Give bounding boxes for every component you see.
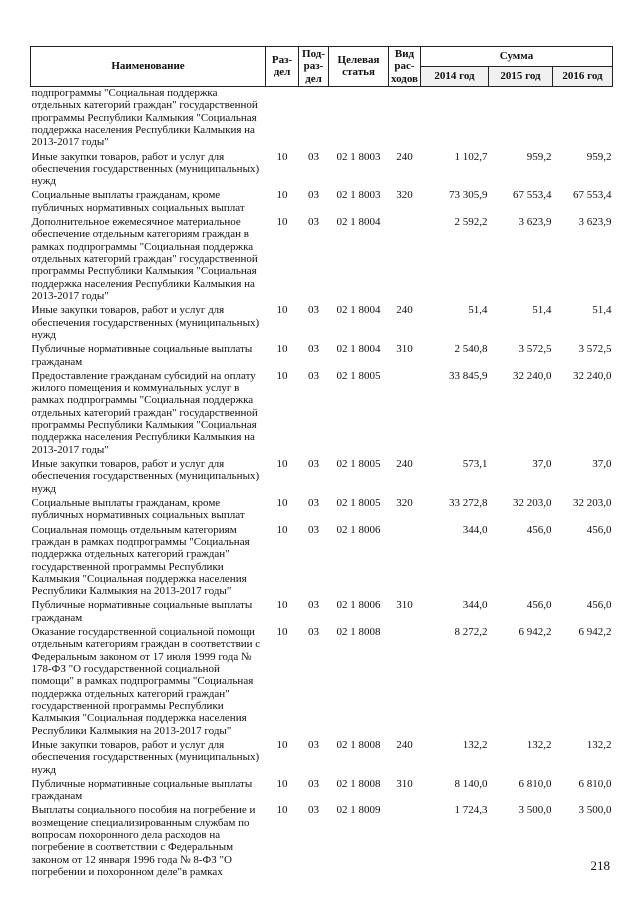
col-header-razdel: Раз- дел: [266, 47, 299, 87]
cell-podrazdel: [299, 86, 329, 150]
cell-2015: 456,0: [526, 523, 552, 536]
cell-vid: [389, 626, 421, 739]
cell-name: Публичные нормативные социальные выплаты гражданам: [31, 599, 253, 624]
cell-name: Оказание государственной социальной помощи отдельным категориям граждан в соответствии с Федеральным законом от 17 июля 1999 года № 178-ФЗ "О государственной социальной помощи" в рамках подпрограммы "Социальная поддержка отдельных категорий граждан" государственной программы Республики Калмыкия "Социальная поддержка населения Республики Калмыкия на 2013-2017 годы": [31, 626, 261, 737]
cell-razdel: 10: [276, 738, 288, 751]
cell-razdel: 10: [276, 458, 288, 470]
cell-2016: [553, 86, 613, 150]
cell-razdel: 10: [276, 523, 288, 536]
table-row: [31, 458, 613, 497]
cell-2015: 37,0: [532, 458, 552, 470]
cell-vid: [389, 86, 421, 150]
cell-2015: 3 623,9: [518, 216, 552, 229]
cell-2016: 3 623,9: [578, 216, 612, 229]
cell-podrazdel: 03: [308, 523, 319, 536]
table-row: [31, 497, 613, 524]
table-row: [31, 804, 613, 880]
cell-vid: [389, 216, 421, 304]
cell-vid: 240: [396, 150, 413, 163]
table-row: [31, 524, 613, 600]
table-row: [31, 370, 613, 458]
cell-target: 02 1 8006: [336, 523, 381, 536]
cell-vid: 240: [396, 738, 413, 751]
cell-podrazdel: 03: [308, 343, 319, 356]
cell-2015: [489, 86, 553, 150]
cell-2016: 37,0: [592, 458, 612, 470]
cell-podrazdel: 03: [308, 804, 319, 817]
table-row: [31, 189, 613, 216]
cell-target: 02 1 8003: [336, 150, 381, 163]
table-row: [31, 626, 613, 739]
cell-2015: 3 500,0: [518, 804, 552, 817]
cell-target: 02 1 8005: [336, 496, 381, 509]
cell-target: 02 1 8004: [336, 216, 381, 229]
cell-razdel: 10: [276, 599, 288, 612]
cell-razdel: 10: [276, 304, 288, 317]
cell-2014: 132,2: [462, 738, 488, 751]
cell-podrazdel: 03: [308, 189, 319, 202]
cell-name: Социальные выплаты гражданам, кроме публичных нормативных социальных выплат: [31, 496, 245, 522]
cell-podrazdel: 03: [308, 496, 319, 509]
col-header-podrazdel: Под- раз- дел: [299, 47, 329, 87]
cell-2015: 6 942,2: [518, 626, 552, 639]
cell-target: 02 1 8004: [336, 304, 381, 317]
col-header-summa: Сумма: [421, 47, 613, 67]
cell-name: Иные закупки товаров, работ и услуг для обеспечения государственных (муниципальных) нужд: [31, 304, 260, 341]
cell-2016: 456,0: [586, 599, 612, 612]
cell-vid: 310: [396, 777, 413, 790]
cell-vid: 240: [396, 304, 413, 317]
cell-razdel: 10: [276, 343, 288, 356]
cell-2014: 33 845,9: [449, 369, 488, 382]
table-row: [31, 86, 613, 150]
cell-2014: 1 102,7: [454, 150, 488, 163]
cell-name: Социальные выплаты гражданам, кроме публичных нормативных социальных выплат: [31, 189, 245, 214]
cell-vid: [389, 524, 421, 600]
cell-target: [329, 86, 389, 150]
cell-2016: 6 942,2: [578, 626, 612, 639]
cell-name: Выплаты социального пособия на погребение и возмещение специализированным службам по вопросам похоронного дела расходов на погребение в соответствии с Федеральным законом от 12 января 1996 года № 8-ФЗ "О погребении и похоронном деле"в рамках: [31, 804, 256, 878]
cell-2014: 1 724,3: [454, 804, 488, 817]
cell-2015: 959,2: [526, 150, 552, 163]
cell-2016: 51,4: [592, 304, 612, 317]
cell-podrazdel: 03: [308, 626, 319, 639]
col-header-vid: Вид рас- ходов: [389, 47, 421, 87]
cell-2016: 32 240,0: [573, 369, 612, 382]
cell-2014: 344,0: [462, 599, 488, 612]
cell-2014: 51,4: [468, 304, 488, 317]
col-header-2016: 2016 год: [553, 66, 613, 86]
cell-2015: 32 203,0: [513, 496, 552, 509]
cell-razdel: 10: [276, 777, 288, 790]
cell-podrazdel: 03: [308, 599, 319, 612]
cell-target: 02 1 8008: [336, 777, 381, 790]
table-body: [31, 86, 613, 880]
cell-target: 02 1 8008: [336, 626, 381, 639]
cell-podrazdel: 03: [308, 369, 319, 382]
cell-vid: 240: [396, 458, 413, 470]
cell-name: Дополнительное ежемесячное материальное обеспечение отдельным категориям граждан в рамках подпрограммы "Социальная поддержка отдельных категорий граждан" государственной программы Республики Калмыкия "Социальная поддержка населения Республики Калмыкия на 2013-2017 годы": [31, 216, 258, 302]
table-row: [31, 343, 613, 370]
cell-2014: 344,0: [462, 523, 488, 536]
cell-2015: 32 240,0: [513, 369, 552, 382]
cell-name: Иные закупки товаров, работ и услуг для обеспечения государственных (муниципальных) нужд: [31, 150, 260, 188]
cell-2015: 51,4: [532, 304, 552, 317]
cell-vid: 310: [396, 599, 413, 612]
col-header-name: Наименование: [31, 47, 266, 87]
cell-name: Социальная помощь отдельным категориям граждан в рамках подпрограммы "Социальная поддержка отдельных категорий граждан" государственной программы Республики Калмыкия "Социальная поддержка населения Республики Калмыкия на 2013-2017 годы": [31, 523, 250, 598]
col-header-target: Целевая статья: [329, 47, 389, 87]
cell-2016: 959,2: [586, 150, 612, 163]
cell-2014: 8 140,0: [454, 777, 488, 790]
cell-2014: 73 305,9: [449, 189, 488, 202]
col-header-2014: 2014 год: [421, 66, 489, 86]
cell-razdel: 10: [276, 150, 288, 163]
table-row: [31, 151, 613, 190]
cell-podrazdel: 03: [308, 150, 319, 163]
cell-vid: 320: [396, 189, 413, 202]
cell-razdel: 10: [276, 496, 288, 509]
cell-2016: 3 500,0: [578, 804, 612, 817]
cell-2014: 573,1: [462, 458, 488, 470]
cell-razdel: 10: [276, 369, 288, 382]
cell-target: 02 1 8005: [336, 458, 381, 470]
cell-name: Публичные нормативные социальные выплаты гражданам: [31, 777, 253, 803]
table-header: [31, 47, 613, 87]
cell-razdel: 10: [276, 216, 288, 229]
cell-2016: 3 572,5: [578, 343, 612, 356]
cell-2016: 6 810,0: [578, 777, 612, 790]
cell-2016: 32 203,0: [573, 496, 612, 509]
cell-target: 02 1 8009: [336, 804, 381, 817]
cell-2014: 2 540,8: [454, 343, 488, 356]
cell-podrazdel: 03: [308, 304, 319, 317]
cell-razdel: [266, 86, 299, 150]
cell-razdel: 10: [276, 189, 288, 202]
cell-2015: 456,0: [526, 599, 552, 612]
cell-target: 02 1 8004: [336, 343, 381, 356]
cell-target: 02 1 8006: [336, 599, 381, 612]
cell-vid: 320: [396, 496, 413, 509]
cell-2016: 132,2: [586, 738, 612, 751]
cell-2016: 456,0: [586, 523, 612, 536]
budget-table: [30, 46, 613, 880]
cell-2014: [421, 86, 489, 150]
cell-name: Иные закупки товаров, работ и услуг для обеспечения государственных (муниципальных) нужд: [31, 458, 260, 495]
cell-target: 02 1 8005: [336, 369, 381, 382]
cell-vid: [389, 804, 421, 880]
cell-target: 02 1 8003: [336, 189, 381, 202]
cell-2014: 33 272,8: [449, 496, 488, 509]
cell-name: Предоставление гражданам субсидий на оплату жилого помещения и коммунальных услуг в рамках подпрограммы "Социальная поддержка отдельных категорий граждан" государственной программы Республики Калмыкия "Социальная поддержка населения Республики Калмыкия на 2013-2017 годы": [31, 369, 258, 456]
cell-name: подпрограммы "Социальная поддержка отдельных категорий граждан" государственной программы Республики Калмыкия "Социальная поддержка населения Республики Калмыкия на 2013-2017 годы": [31, 86, 258, 149]
page-number: 218: [590, 858, 610, 873]
table-row: [31, 304, 613, 343]
cell-2016: 67 553,4: [573, 189, 612, 202]
cell-razdel: 10: [276, 626, 288, 639]
table-row: [31, 778, 613, 805]
cell-podrazdel: 03: [308, 738, 319, 751]
cell-2014: 2 592,2: [454, 216, 488, 229]
table-row: [31, 739, 613, 778]
cell-name: Публичные нормативные социальные выплаты гражданам: [31, 343, 253, 368]
cell-target: 02 1 8008: [336, 738, 381, 751]
cell-2015: 6 810,0: [518, 777, 552, 790]
cell-2014: 8 272,2: [454, 626, 488, 639]
table-row: [31, 599, 613, 626]
cell-2015: 132,2: [526, 738, 552, 751]
cell-vid: [389, 370, 421, 458]
cell-name: Иные закупки товаров, работ и услуг для обеспечения государственных (муниципальных) нужд: [31, 738, 260, 776]
cell-2015: 67 553,4: [513, 189, 552, 202]
table-row: [31, 216, 613, 304]
cell-podrazdel: 03: [308, 777, 319, 790]
cell-podrazdel: 03: [308, 458, 319, 470]
cell-2015: 3 572,5: [518, 343, 552, 356]
cell-podrazdel: 03: [308, 216, 319, 229]
cell-razdel: 10: [276, 804, 288, 817]
col-header-2015: 2015 год: [489, 66, 553, 86]
cell-vid: 310: [396, 343, 413, 356]
